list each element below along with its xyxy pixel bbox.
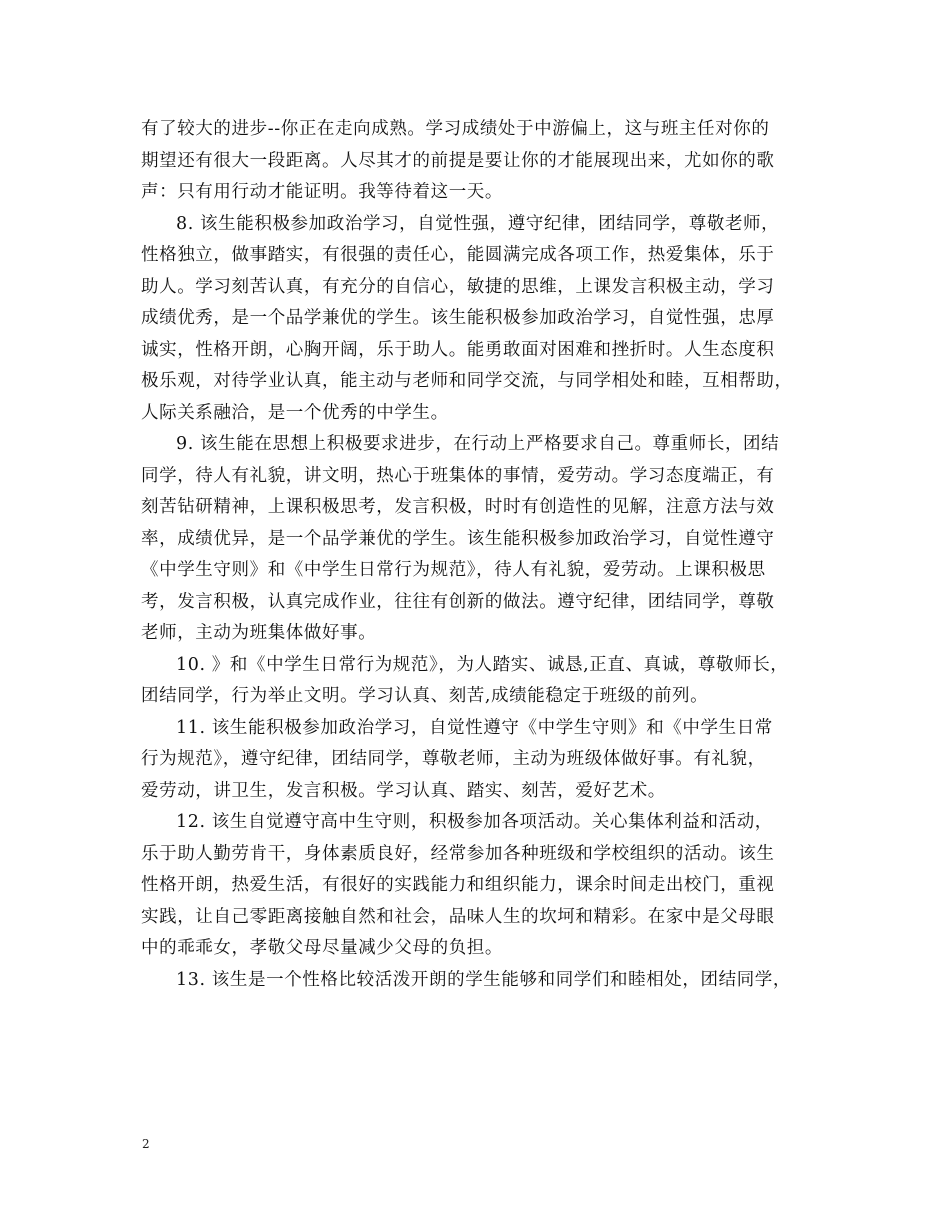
paragraph-item-10 (141, 650, 821, 713)
text-line: 性格开朗，热爱生活，有很好的实践能力和组织能力，课余时间走出校门，重视 (141, 875, 775, 895)
text-line: 声：只有用行动才能证明。我等待着这一天。 (141, 182, 503, 202)
text-line: 同学，待人有礼貌，讲文明，热心于班集体的事情，爱劳动。学习态度端正，有 (141, 465, 775, 486)
text-line: 有了较大的进步--你正在走向成熟。学习成绩处于中游偏上，这与班主任对你的 (141, 119, 770, 139)
text-line: 行为规范》，遵守纪律，团结同学，尊敬老师，主动为班级体做好事。有礼貌， (141, 749, 766, 769)
text-line: 率，成绩优异，是一个品学兼优的学生。该生能积极参加政治学习，自觉性遵守 (141, 528, 775, 549)
paragraph-item-8 (141, 209, 821, 430)
paragraph-item-13 (141, 965, 821, 997)
text-line: 11. 该生能积极参加政治学习，自觉性遵守《中学生守则》和《中学生日常 (176, 717, 773, 738)
text-line: 性格独立，做事踏实，有很强的责任心，能圆满完成各项工作，热爱集体，乐于 (141, 245, 775, 265)
document-body (141, 114, 821, 996)
text-line: 助人。学习刻苦认真，有充分的自信心，敏捷的思维，上课发言积极主动，学习 (141, 276, 775, 297)
text-line: 10. 》和《中学生日常行为规范》，为人踏实、诚恳,正直、真诚，尊敬师长， (176, 654, 789, 675)
text-line: 8. 该生能积极参加政治学习，自觉性强，遵守纪律，团结同学，尊敬老师， (176, 213, 780, 234)
text-line: 诚实，性格开朗，心胸开阔，乐于助人。能勇敢面对困难和挫折时。人生态度积 (141, 339, 775, 360)
text-line: 人际关系融洽，是一个优秀的中学生。 (141, 402, 449, 423)
text-line: 《中学生守则》和《中学生日常行为规范》，待人有礼貌，爱劳动。上课积极思 (141, 560, 766, 580)
text-line: 团结同学，行为举止文明。学习认真、刻苦,成绩能稳定于班级的前列。 (141, 686, 709, 706)
text-line: 期望还有很大一段距离。人尽其才的前提是要让你的才能展现出来，尤如你的歌 (141, 150, 775, 171)
page-number: 2 (142, 1137, 150, 1151)
paragraph-item-9 (141, 429, 821, 650)
paragraph-item-11 (141, 713, 821, 808)
text-line: 老师，主动为班集体做好事。 (141, 623, 377, 643)
paragraph-continuation (141, 114, 821, 209)
text-line: 9. 该生能在思想上积极要求进步，在行动上严格要求自己。尊重师长，团结 (176, 434, 780, 454)
text-line: 刻苦钻研精神，上课积极思考，发言积极，时时有创造性的见解，注意方法与效 (141, 497, 775, 517)
text-line: 乐于助人勤劳肯干，身体素质良好，经常参加各种班级和学校组织的活动。该生 (141, 843, 775, 864)
text-line: 13. 该生是一个性格比较活泼开朗的学生能够和同学们和睦相处，团结同学， (176, 969, 791, 990)
text-line: 实践，让自己零距离接触自然和社会，品味人生的坎坷和精彩。在家中是父母眼 (141, 906, 775, 927)
paragraph-item-12 (141, 807, 821, 965)
text-line: 考，发言积极，认真完成作业，往往有创新的做法。遵守纪律，团结同学，尊敬 (141, 591, 775, 612)
text-line: 12. 该生自觉遵守高中生守则，积极参加各项活动。关心集体利益和活动， (176, 812, 773, 832)
text-line: 成绩优秀，是一个品学兼优的学生。该生能积极参加政治学习，自觉性强，忠厚 (141, 308, 775, 328)
text-line: 极乐观，对待学业认真，能主动与老师和同学交流，与同学相处和睦，互相帮助， (141, 371, 793, 391)
text-line: 爱劳动，讲卫生，发言积极。学习认真、踏实、刻苦，爱好艺术。 (141, 780, 666, 801)
text-line: 中的乖乖女，孝敬父母尽量减少父母的负担。 (141, 938, 503, 958)
